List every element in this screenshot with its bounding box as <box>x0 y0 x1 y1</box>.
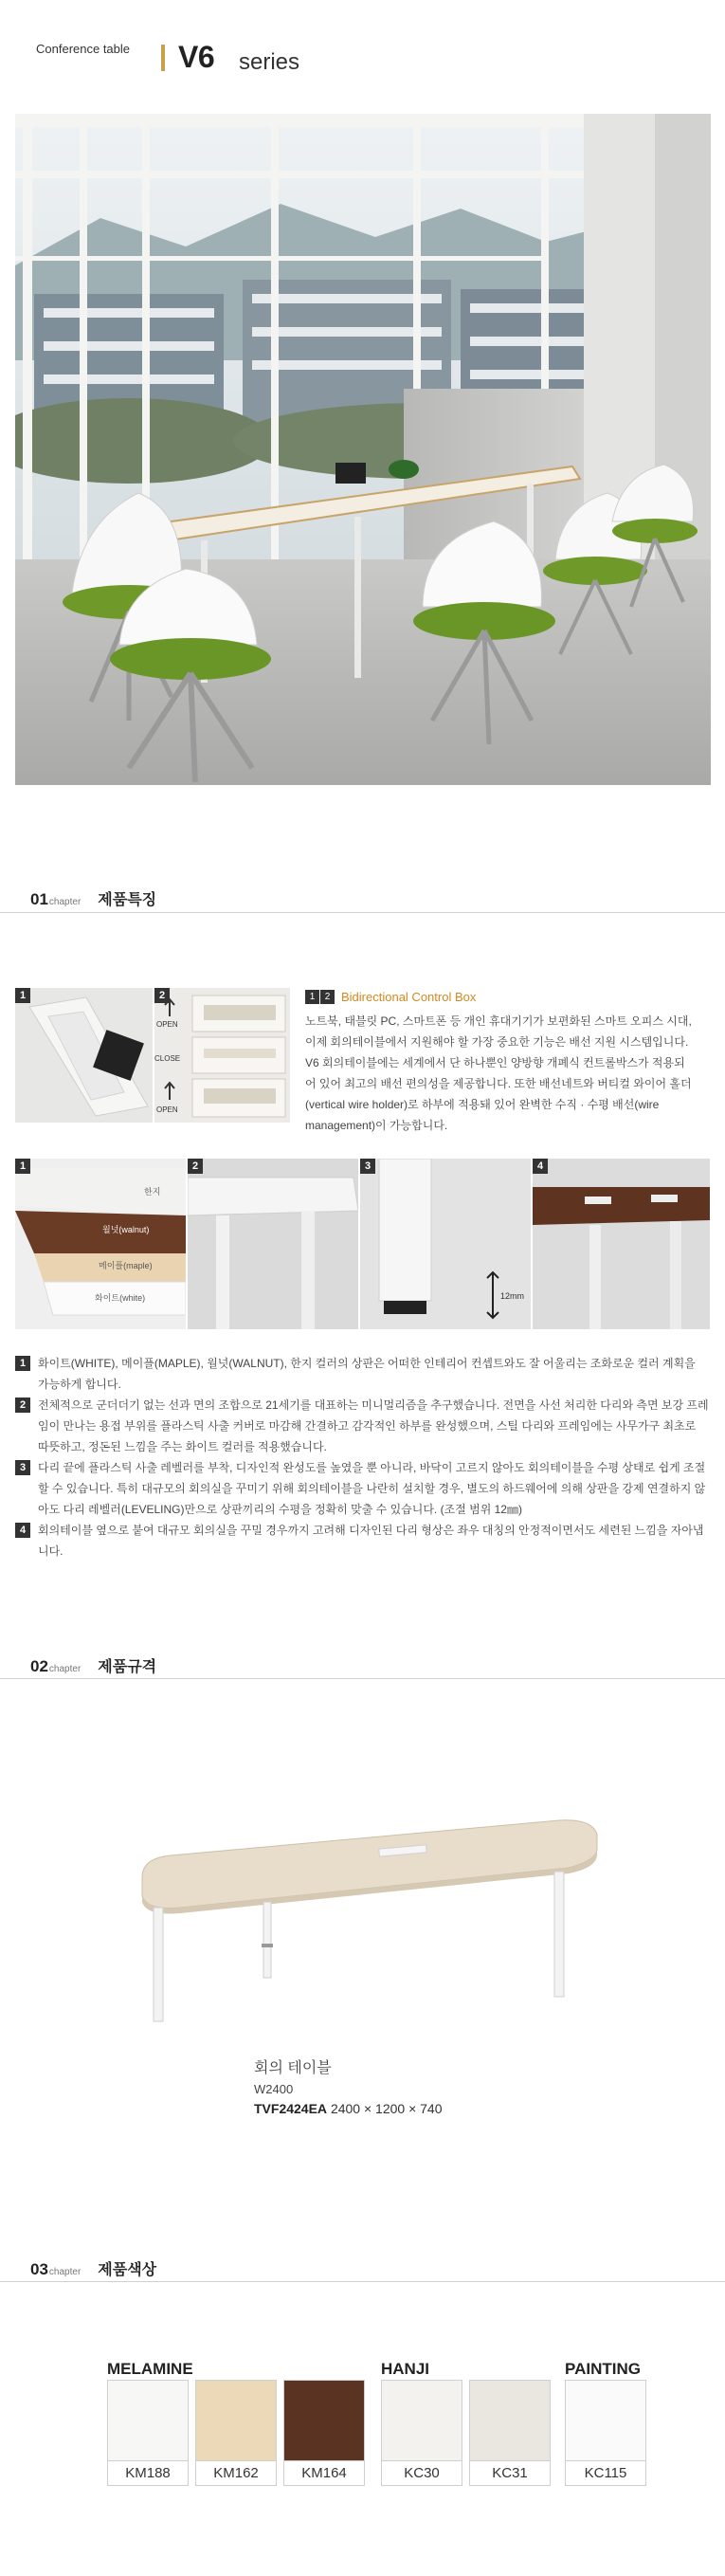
feature-title <box>305 989 476 1004</box>
panel-number-badge: 3 <box>360 1159 375 1174</box>
leveler-illustration <box>360 1159 531 1329</box>
hero-photo <box>15 114 711 785</box>
color-swatch <box>195 2380 277 2461</box>
product-name: 회의 테이블 <box>254 2060 332 2076</box>
color-swatch-label: KC115 <box>565 2461 646 2486</box>
color-swatch-label: KC31 <box>469 2461 551 2486</box>
product-width: W2400 <box>254 2082 294 2096</box>
color-swatch <box>283 2380 365 2461</box>
table-product-image <box>123 1801 607 2029</box>
color-swatch <box>565 2380 646 2461</box>
panel-number-badge: 2 <box>188 1159 203 1174</box>
note-number-badge: 1 <box>15 1356 30 1371</box>
color-group-melamine: MELAMINE <box>107 2360 193 2378</box>
chapter-number: 01 <box>30 890 48 908</box>
chapter-02-heading <box>30 1654 156 1676</box>
control-box-photo-1 <box>15 988 153 1123</box>
chapter-sub: chapter <box>48 1664 82 1674</box>
chapter-sub: chapter <box>48 2267 82 2277</box>
color-swatch-label: KM162 <box>195 2461 277 2486</box>
feature-number-badge: 1 <box>305 990 319 1004</box>
note-number-badge: 2 <box>15 1398 30 1413</box>
product-spec <box>254 2101 443 2116</box>
color-swatch-label: KC30 <box>381 2461 462 2486</box>
chapter-01-heading <box>30 887 156 909</box>
table-illustration <box>123 1801 607 2029</box>
chapter-number: 03 <box>30 2260 48 2278</box>
laminate-label-maple: 메이플(maple) <box>99 1261 153 1270</box>
product-dimensions: 2400 × 1200 × 740 <box>330 2101 443 2116</box>
close-label: CLOSE <box>154 1054 181 1063</box>
laminate-label-hanji: 한지 <box>144 1187 161 1197</box>
leg-frame-illustration <box>188 1159 358 1329</box>
walnut-table-photo <box>533 1159 710 1329</box>
color-swatch <box>469 2380 551 2461</box>
note-item <box>15 1353 709 1395</box>
note-text: 전체적으로 군더더기 없는 선과 면의 조합으로 21세기를 대표하는 미니멀리즘을 추구했습니다. 전면을 사선 처리한 다리와 측면 보강 프레임이 만나는 용접 부위를 플라스틱 사출 커버로 마감해 간결하고 감각적인 하부를 완성했으며, 스틸 다리와 프레임에는 사무가구 최초로 따뜻하고, 정돈된 느낌을 주는 화이트 컬러를 적용했습니다. <box>38 1398 709 1453</box>
note-number-badge: 4 <box>15 1523 30 1538</box>
note-number-badge: 3 <box>15 1460 30 1475</box>
leveler-photo <box>360 1159 531 1329</box>
chapter-number: 02 <box>30 1657 48 1675</box>
walnut-table-illustration <box>533 1159 710 1329</box>
note-text: 화이트(WHITE), 메이플(MAPLE), 월넛(WALNUT), 한지 컬러의 상판은 어떠한 인테리어 컨셉트와도 잘 어울리는 조화로운 컬러 계획을 가능하게 합니다. <box>38 1357 696 1391</box>
open-label: OPEN <box>156 1105 178 1114</box>
chapter-divider <box>0 1678 725 1679</box>
panel-number-badge: 1 <box>15 1159 30 1174</box>
laminate-stack-illustration <box>15 1159 186 1329</box>
note-text: 회의테이블 옆으로 붙여 대규모 회의실을 꾸밀 경우까지 고려해 디자인된 다리 형상은 좌우 대칭의 안정적이면서도 세련된 느낌을 자아냅니다. <box>38 1524 704 1558</box>
leveler-dimension: 12mm <box>500 1291 525 1301</box>
color-swatch-label: KM164 <box>283 2461 365 2486</box>
open-label: OPEN <box>156 1020 178 1029</box>
feature-number-badge: 2 <box>320 990 335 1004</box>
chapter-title: 제품특징 <box>98 892 157 908</box>
photo-number-badge: 1 <box>15 988 30 1003</box>
note-item <box>15 1395 709 1457</box>
chapter-divider <box>0 912 725 913</box>
chapter-title: 제품규격 <box>98 1659 157 1675</box>
panel-number-badge: 4 <box>533 1159 548 1174</box>
laminate-label-white: 화이트(white) <box>95 1293 146 1303</box>
model-name: V6 <box>178 40 215 74</box>
product-code: TVF2424EA <box>254 2101 328 2116</box>
series-label: series <box>239 49 300 75</box>
note-item <box>15 1457 709 1520</box>
laminate-colors-photo <box>15 1159 186 1329</box>
leg-frame-photo <box>188 1159 358 1329</box>
color-group-hanji: HANJI <box>381 2360 430 2378</box>
color-swatch-label: KM188 <box>107 2461 189 2486</box>
control-box-illustration <box>15 988 153 1123</box>
chapter-title: 제품색상 <box>98 2262 157 2278</box>
chapter-sub: chapter <box>48 897 82 907</box>
laminate-label-walnut: 월넛(walnut) <box>102 1225 150 1234</box>
chapter-divider <box>0 2281 725 2282</box>
conference-room-illustration <box>15 114 711 785</box>
feature-description: 노트북, 태블릿 PC, 스마트폰 등 개인 휴대기기가 보편화된 스마트 오피스 시대, 이제 회의테이블에서 지원해야 할 가장 중요한 기능은 배선 지원 시스템입니다. V6 회의테이블에는 세계에서 단 하나뿐인 양방향 개폐식 컨트롤박스가 적용되어 있어 최고의 배선 편의성을 제공합니다. 또한 배선네트와 버티컬 와이어 홀더(vertical wire holder)로 하부에 적용돼 있어 완벽한 수직 · 수평 배선(wire management)이 가능합니다. <box>305 1014 692 1132</box>
note-item <box>15 1520 709 1562</box>
feature-title-text: Bidirectional Control Box <box>341 990 477 1005</box>
note-text: 다리 끝에 플라스틱 사출 레벨러를 부착, 디자인적 완성도를 높였을 뿐 아니라, 바닥이 고르지 않아도 회의테이블을 수평 상태로 쉽게 조절할 수 있습니다. 특히 대규모의 회의실을 꾸미기 위해 회의테이블을 나란히 설치할 경우, 별도의 하드웨어에 의해 상판을 강제 연결하지 않아도 다리 레벨러(LEVELING)만으로 상판끼리의 수평을 정확히 맞출 수 있습니다. (조절 범위 12㎜) <box>38 1461 706 1516</box>
color-swatch <box>107 2380 189 2461</box>
color-group-painting: PAINTING <box>565 2360 641 2378</box>
chapter-03-heading <box>30 2257 156 2279</box>
category-label: Conference table <box>36 42 131 56</box>
color-swatch <box>381 2380 462 2461</box>
title-divider <box>161 45 165 71</box>
photo-number-badge: 2 <box>154 988 170 1003</box>
